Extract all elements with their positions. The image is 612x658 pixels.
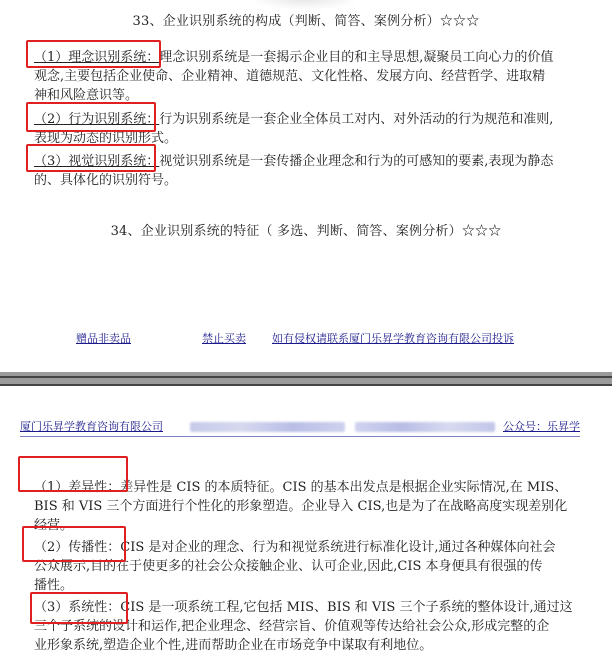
label-behavior-identity: （2）行为识别系统： bbox=[34, 112, 160, 127]
text-line: 行为识别系统是一套企业全体员工对内、对外活动的行为规范和准则, bbox=[159, 112, 554, 127]
label-systematic: （3）系统性： bbox=[34, 600, 121, 615]
footer-gift-link[interactable]: 赠品非卖品 bbox=[76, 332, 131, 345]
paragraph-systematic bbox=[34, 598, 574, 655]
paragraph-behavior-identity bbox=[34, 110, 574, 148]
paragraph-communication bbox=[34, 538, 574, 595]
label-concept-identity: （1）理念识别系统： bbox=[34, 50, 160, 65]
page-edge bbox=[0, 376, 612, 378]
page-footer bbox=[0, 330, 612, 346]
text-line: CIS 是对企业的理念、行为和视觉系统进行标准化设计,通过各种媒体向社会 bbox=[120, 540, 556, 555]
label-visual-identity: （3）视觉识别系统： bbox=[34, 154, 160, 169]
text-line: 理念识别系统是一套揭示企业目的和主导思想,凝聚员工向心力的价值 bbox=[159, 50, 554, 65]
footer-no-sale-link[interactable]: 禁止买卖 bbox=[202, 332, 246, 345]
text-line: 公众展示,目的在于使更多的社会公众接触企业、认可企业,因此,CIS 本身便具有很强的传 bbox=[34, 559, 543, 574]
header-wechat-link[interactable]: 公众号：乐昇学 bbox=[503, 420, 580, 433]
text-line: 观念,主要包括企业使命、企业精神、道德规范、文化性格、发展方向、经营哲学、进取精 bbox=[34, 69, 546, 84]
text-line: 业形象系统,塑造企业个性,进而帮助企业在市场竞争中谋取有利地位。 bbox=[34, 638, 433, 653]
page-header bbox=[20, 416, 580, 438]
text-line: 的、具体化的识别符号。 bbox=[34, 173, 178, 188]
text-line: 差异性是 CIS 的本质特征。CIS 的基本出发点是根据企业实际情况,在 MIS、 bbox=[120, 480, 568, 495]
section-heading-33: 33、企业识别系统的构成（判断、简答、案例分析）☆☆☆ bbox=[132, 14, 480, 29]
paragraph-differentiation bbox=[34, 478, 574, 535]
text-line: CIS 是一项系统工程,它包括 MIS、BIS 和 VIS 三个子系统的整体设计,通过这 bbox=[120, 600, 573, 615]
text-line: BIS 和 VIS 三个方面进行个性化的形象塑造。企业导入 CIS,也是为了在战略高度实现差别化 bbox=[34, 499, 568, 514]
text-line: 表现为动态的识别形式。 bbox=[34, 131, 178, 146]
text-line: 三个子系统的设计和运作,把企业理念、经营宗旨、价值观等传达给社会公众,形成完整的企 bbox=[34, 619, 550, 634]
text-line: 经营。 bbox=[34, 518, 74, 533]
blurred-header-text bbox=[355, 422, 495, 432]
section-heading-34: 34、企业识别系统的特征（ 多选、判断、简答、案例分析）☆☆☆ bbox=[110, 224, 502, 239]
text-line: 神和风险意识等。 bbox=[34, 88, 139, 103]
paragraph-visual-identity bbox=[34, 152, 574, 190]
page-separator bbox=[0, 372, 612, 386]
footer-infringement-link[interactable]: 如有侵权请联系厦门乐昇学教育咨询有限公司投诉 bbox=[272, 332, 514, 345]
text-line: 播性。 bbox=[34, 578, 74, 593]
label-differentiation: （1）差异性： bbox=[34, 480, 121, 495]
paragraph-concept-identity bbox=[34, 48, 574, 105]
text-line: 视觉识别系统是一套传播企业理念和行为的可感知的要素,表现为静态 bbox=[159, 154, 554, 169]
label-communication: （2）传播性： bbox=[34, 540, 121, 555]
watermark bbox=[250, 0, 360, 10]
header-company-link[interactable]: 厦门乐昇学教育咨询有限公司 bbox=[20, 420, 163, 433]
header-rule bbox=[20, 436, 580, 437]
blurred-header-text bbox=[190, 422, 345, 432]
